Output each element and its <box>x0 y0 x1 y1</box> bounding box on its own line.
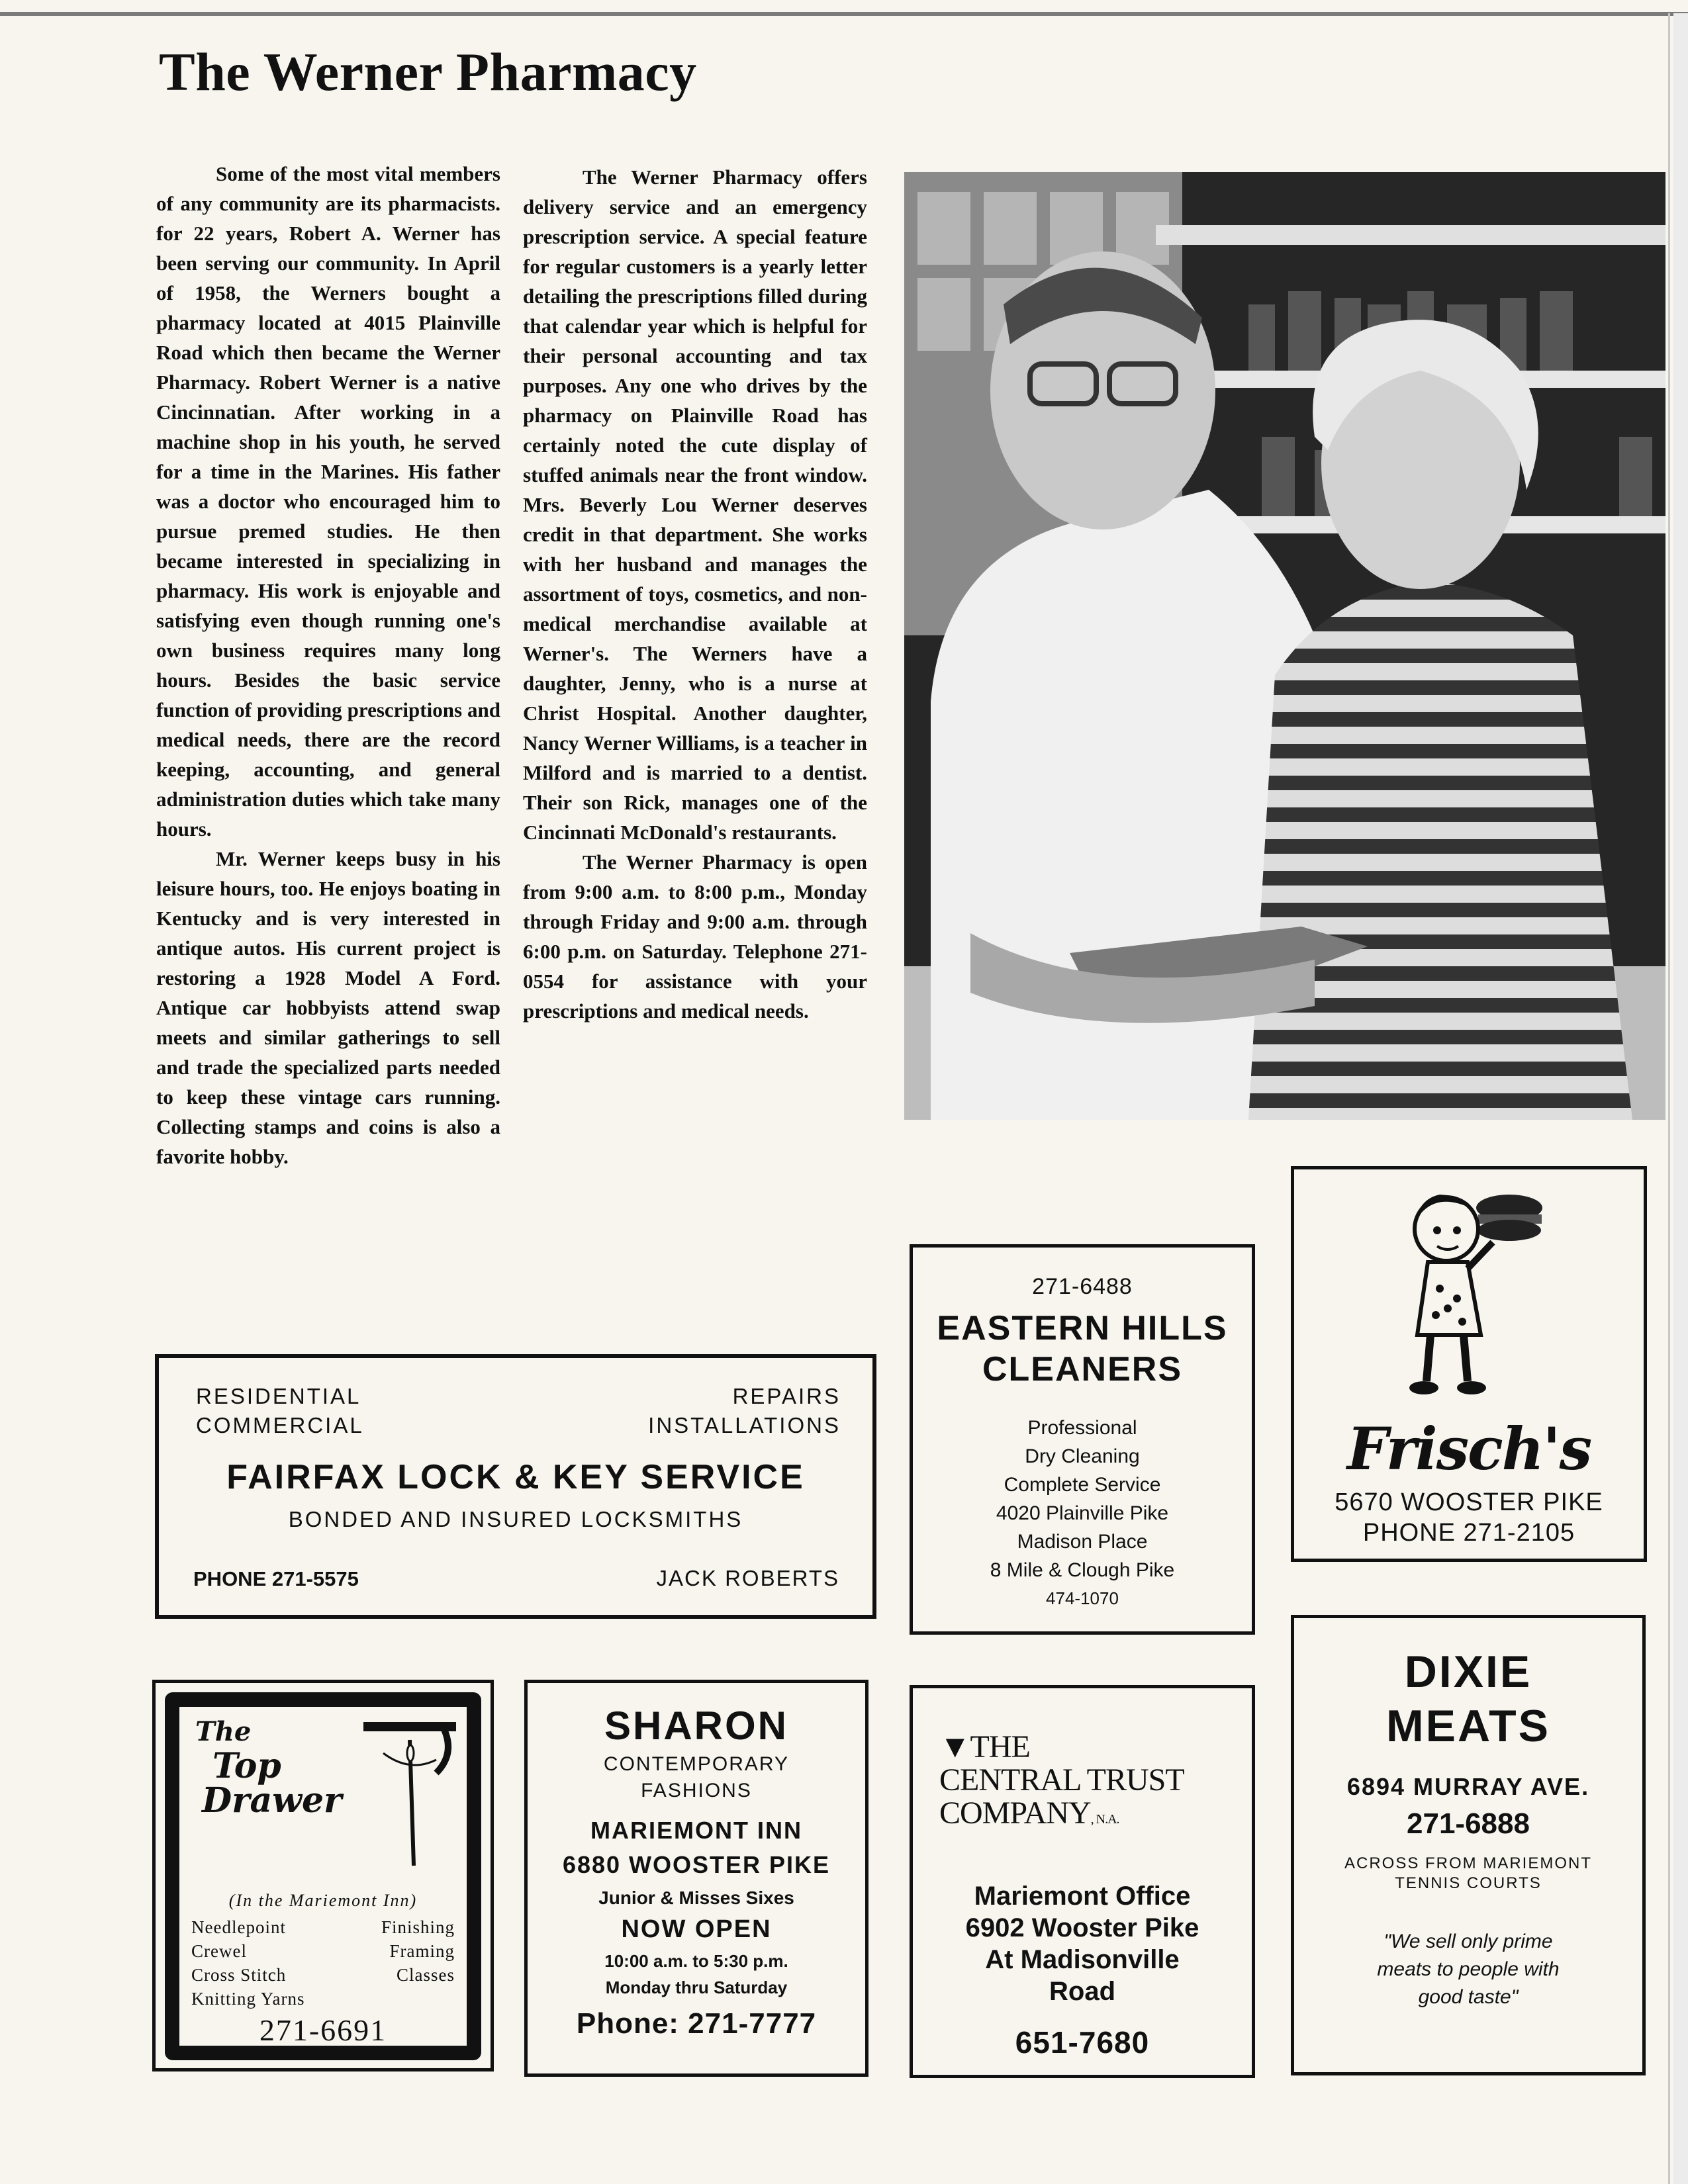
business-phone: 271-6488 <box>1032 1274 1133 1299</box>
page-title: The Werner Pharmacy <box>159 42 697 102</box>
business-phone: PHONE 271-2105 <box>1362 1519 1575 1547</box>
owner-name: JACK ROBERTS <box>656 1566 839 1590</box>
business-tagline: BONDED AND INSURED LOCKSMITHS <box>288 1507 743 1531</box>
hours-line: Monday thru Saturday <box>605 1978 788 1997</box>
business-name <box>1294 1645 1642 1753</box>
ad-eastern-hills-cleaners <box>910 1244 1255 1635</box>
service-label: Knitting Yarns <box>191 1989 305 2009</box>
address-line: Mariemont Office <box>974 1882 1191 1911</box>
business-name-line: CLEANERS <box>982 1350 1183 1388</box>
slogan <box>1294 1928 1642 2011</box>
pharmacist-couple-photo <box>904 172 1665 1120</box>
business-name-line: DIXIE <box>1404 1647 1532 1697</box>
logo-line: Drawer <box>202 1780 342 1821</box>
services-left <box>196 1382 364 1440</box>
ad-central-trust <box>910 1685 1255 2078</box>
business-phone: 651-7680 <box>1015 2025 1150 2060</box>
article-paragraph: The Werner Pharmacy offers delivery service and an emergency prescription service. A special feature for regular customers is a yearly letter detailing the prescriptions filled during that calendar year which is helpful for their personal accounting and tax purposes. Any one who drives by the pharmacy on Plainville Road has certainly noted the cute display of stuffed animals near the front window. Mrs. Beverly Lou Werner deserves credit in that department. She works with her husband and manages the assortment of toys, cosmetics, and non-medical merchandise available at Werner's. The Werners have a daughter, Jenny, who is a nurse at Christ Hospital. Another daughter, Nancy Werner Williams, is a teacher in Milford and is married to a dentist. Their son Rick, manages one of the Cincinnati McDonald's restaurants. <box>523 165 867 844</box>
detail-line: Complete Service <box>1004 1474 1161 1496</box>
category-line: CONTEMPORARY <box>603 1753 790 1775</box>
slogan-line: meats to people with <box>1377 1958 1560 1980</box>
drawer-frame <box>165 1692 481 2060</box>
detail-line: 8 Mile & Clough Pike <box>990 1559 1175 1581</box>
business-address: 6894 MURRAY AVE. <box>1346 1773 1590 1800</box>
logo-line: The <box>195 1716 252 1747</box>
business-phone: PHONE 271-5575 <box>193 1567 359 1590</box>
detail-line: Madison Place <box>1017 1531 1148 1553</box>
business-phone: 271-6691 <box>259 2013 387 2047</box>
logo-suffix: , N.A. <box>1090 1812 1119 1827</box>
business-phone: Phone: 271-7777 <box>576 2007 817 2040</box>
service-label: REPAIRS <box>732 1384 841 1408</box>
scan-right-edge-line <box>1668 13 1670 2184</box>
address-line: At Madisonville <box>985 1945 1180 1974</box>
scan-right-edge <box>1673 13 1688 2184</box>
central-trust-logo <box>939 1731 1184 1836</box>
logo-line: Top <box>212 1746 281 1786</box>
services-right <box>648 1382 841 1440</box>
category-line: FASHIONS <box>641 1780 752 1801</box>
service-label: COMMERCIAL <box>196 1413 364 1437</box>
business-name <box>913 1308 1252 1390</box>
frischs-logo: Frisch's <box>1346 1414 1591 1483</box>
now-open-label: NOW OPEN <box>621 1915 772 1943</box>
photo-illustration <box>904 172 1665 1120</box>
article-paragraph: Mr. Werner keeps busy in his leisure hours, too. He enjoys boating in Kentucky and is very interested in antique autos. His current project is restoring a 1928 Model A Ford. Antique car hobbyists attend swap meets and similar gatherings to sell and trade the specialized parts needed to keep these vintage cars running. Collecting stamps and coins is also a favorite hobby. <box>156 847 500 1168</box>
logo-mark-icon: ▼ <box>939 1729 970 1764</box>
article-paragraph: Some of the most vital members of any community are its pharmacists. for 22 years, Robert A. Werner has been serving our community. In April of 1958, the Werners bought a pharmacy located at 4015 Plainville Road which then became the Werner Pharmacy. Robert Werner is a native Cincinnatian. After working in a machine shop in his youth, he served for a time in the Marines. His father was a doctor who encouraged him to pursue premed studies. He then became interested in specializing in pharmacy. His work is enjoyable and satisfying even though running one's own business requires many long hours. Besides the basic service function of providing prescriptions and medical needs, there are the record keeping, accounting, and general administration duties which take many hours. <box>156 162 500 841</box>
address-line: 6880 WOOSTER PIKE <box>562 1851 831 1878</box>
needle-and-thread-icon <box>357 1713 463 1872</box>
service-label: Finishing <box>381 1917 455 1937</box>
sizes-note: Junior & Misses Sixes <box>598 1888 794 1908</box>
scan-top-edge <box>0 12 1688 16</box>
top-drawer-logo <box>195 1715 342 1821</box>
service-label: Crewel <box>191 1941 247 1961</box>
business-address-block <box>1294 1487 1644 1548</box>
big-boy-mascot-icon <box>1393 1183 1552 1408</box>
ad-frischs <box>1291 1166 1647 1562</box>
business-address-block <box>528 1813 865 1882</box>
logo-line: CENTRAL TRUST <box>939 1762 1184 1797</box>
service-label: RESIDENTIAL <box>196 1384 361 1408</box>
detail-line: 474-1070 <box>1046 1588 1119 1608</box>
address-line: Road <box>1049 1977 1115 2006</box>
service-label: Classes <box>397 1965 455 1985</box>
office-address <box>913 1880 1252 2007</box>
ad-fairfax-lock-key <box>155 1354 876 1619</box>
service-label: Cross Stitch <box>191 1965 287 1985</box>
article-column-1 <box>156 159 500 1171</box>
slogan-line: "We sell only prime <box>1383 1931 1553 1952</box>
ad-sharon-fashions <box>524 1680 868 2077</box>
service-label: Needlepoint <box>191 1917 286 1937</box>
ad-top-drawer <box>152 1680 494 2071</box>
business-details <box>913 1414 1252 1613</box>
hours-line: 10:00 a.m. to 5:30 p.m. <box>604 1951 788 1971</box>
service-label: INSTALLATIONS <box>648 1413 841 1437</box>
detail-line: 4020 Plainville Pike <box>996 1502 1169 1524</box>
service-label: Framing <box>389 1941 455 1961</box>
business-hours <box>528 1948 865 2001</box>
address-line: 6902 Wooster Pike <box>965 1913 1199 1942</box>
business-name-line: EASTERN HILLS <box>937 1309 1228 1347</box>
detail-line: Professional <box>1027 1417 1137 1439</box>
location-note: (In the Mariemont Inn) <box>228 1891 418 1910</box>
business-phone: 271-6888 <box>1407 1807 1530 1840</box>
address-line: MARIEMONT INN <box>590 1817 802 1844</box>
business-name: FAIRFAX LOCK & KEY SERVICE <box>226 1458 805 1496</box>
detail-line: Dry Cleaning <box>1025 1445 1140 1467</box>
article-column-2 <box>523 162 867 1026</box>
location-line: TENNIS COURTS <box>1395 1874 1542 1892</box>
ad-dixie-meats <box>1291 1615 1646 2075</box>
logo-line: COMPANY <box>939 1796 1091 1831</box>
business-address: 5670 WOOSTER PIKE <box>1335 1488 1603 1516</box>
location-line: ACROSS FROM MARIEMONT <box>1344 1854 1592 1872</box>
logo-line: THE <box>970 1729 1030 1764</box>
article-paragraph: The Werner Pharmacy is open from 9:00 a.m. to 8:00 p.m., Monday through Friday and 9:00 a.m. through 6:00 p.m. on Saturday. Telephone 271-0554 for assistance with your prescriptions and medical needs. <box>523 850 867 1023</box>
business-name-line: MEATS <box>1386 1701 1550 1751</box>
business-name: SHARON <box>604 1704 788 1748</box>
slogan-line: good taste" <box>1418 1986 1519 2008</box>
business-category <box>528 1751 865 1804</box>
location-note <box>1294 1854 1642 1893</box>
